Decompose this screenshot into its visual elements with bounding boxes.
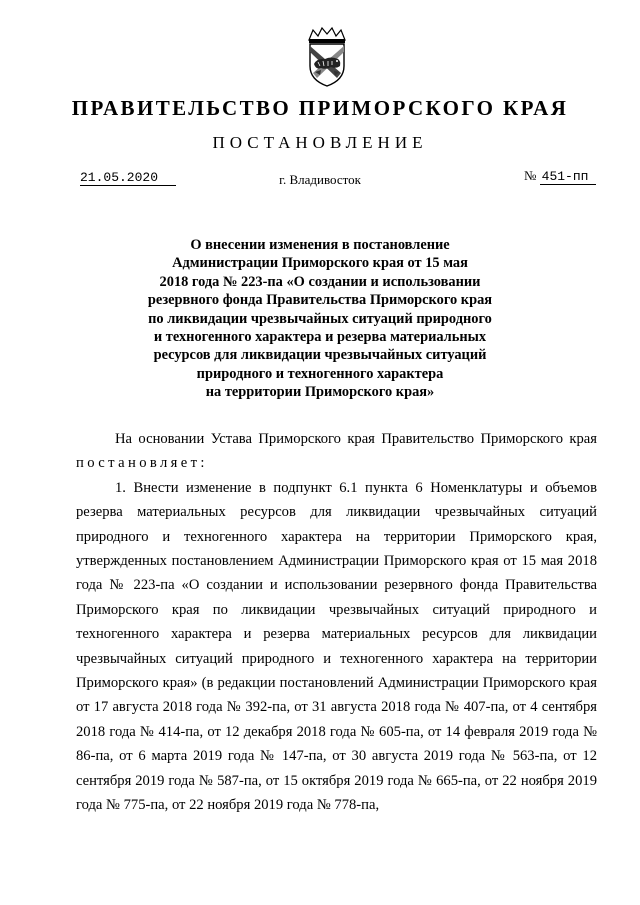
number-value: 451-пп (540, 169, 597, 185)
number-prefix: № (524, 168, 537, 183)
document-subject (100, 236, 540, 402)
basis-paragraph (76, 427, 597, 476)
item-1-paragraph: 1. Внести изменение в подпункт 6.1 пункта 6 Номенклатуры и объемов резерва материальных ресурсов для ликвидации чрезвычайных ситуаций природного и техногенного характера на территории Приморского края, утвержденных постановлением Администрации Приморского края от 15 мая 2018 года № 223-па «О создании и использовании резервного фонда Правительства Приморского края по ликвидации чрезвычайных ситуаций природного и техногенного характера и резерва материальных ресурсов для ликвидации чрезвычайных ситуаций природного и техногенного характера на территории Приморского края» (в редакции постановлений Администрации Приморского края от 17 августа 2018 года № 392-па, от 31 августа 2018 года № 407-па, от 4 сентября 2018 года № 414-па, от 12 декабря 2018 года № 605-па, от 14 февраля 2019 года № 86-па, от 6 марта 2019 года № 147-па, от 30 августа 2019 года № 563-па, от 12 сентября 2019 года № 587-па, от 15 октября 2019 года № 665-па, от 22 ноября 2019 года № 775-па, от 22 ноября 2019 года № 778-па, (76, 479, 597, 814)
document-body (76, 427, 597, 818)
organization-title: ПРАВИТЕЛЬСТВО ПРИМОРСКОГО КРАЯ (71, 96, 569, 120)
coat-of-arms-icon (301, 26, 353, 88)
document-date: 21.05.2020 (80, 170, 176, 186)
basis-text: На основании Устава Приморского края Правительство Приморского края (115, 431, 597, 447)
subject-line: и техногенного характера и резерва материальных (153, 329, 487, 346)
subject-line: на территории Приморского края» (205, 384, 435, 401)
subject-line: ресурсов для ликвидации чрезвычайных ситуаций (153, 347, 487, 364)
subject-line: по ликвидации чрезвычайных ситуаций природного (148, 310, 492, 327)
subject-line: природного и техногенного характера (196, 365, 444, 382)
subject-line: О внесении изменения в постановление (190, 237, 450, 253)
subject-line: Администрации Приморского края от 15 мая (172, 255, 468, 272)
subject-line: резервного фонда Правительства Приморского края (147, 292, 493, 309)
document-city: г. Владивосток (279, 172, 361, 187)
subject-line: 2018 года № 223-па «О создании и использовании (159, 273, 481, 290)
resolves-word: постановляет: (76, 455, 208, 472)
document-type: ПОСТАНОВЛЕНИЕ (212, 133, 428, 152)
document-number (524, 168, 596, 185)
